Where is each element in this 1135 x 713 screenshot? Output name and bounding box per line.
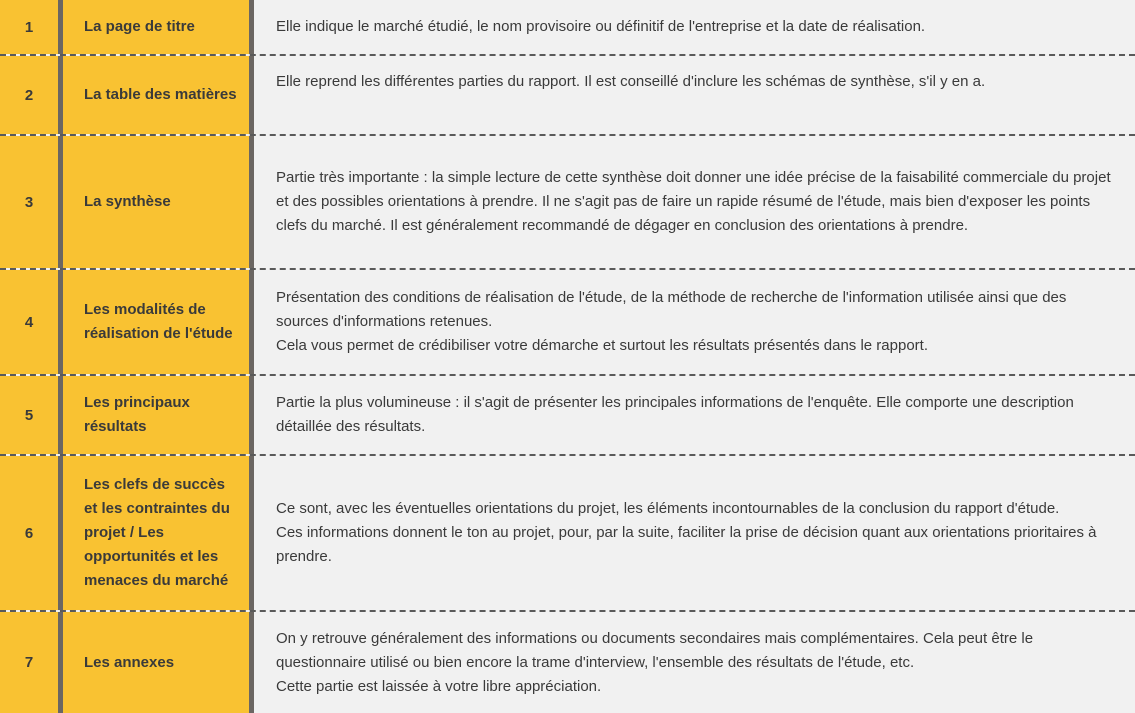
table-row xyxy=(0,456,1135,612)
row-number: 2 xyxy=(0,56,58,134)
row-description xyxy=(254,56,1135,134)
description-paragraph: Cela vous permet de crédibiliser votre démarche et surtout les résultats présentés dans le rapport. xyxy=(276,337,928,354)
table-row xyxy=(0,56,1135,136)
description-paragraph: On y retrouve généralement des informations ou documents secondaires mais complémentaires. Cela peut être le questionnaire utilisé ou bien encore la trame d'interview, l'ensemble des résultats de l'étude, etc. xyxy=(276,629,1034,671)
description-paragraph: Partie la plus volumineuse : il s'agit de présenter les principales informations de l'enquête. Elle comporte une description détaillée des résultats. xyxy=(276,394,1074,435)
row-title: Les clefs de succès et les contraintes du projet / Les opportunités et les menaces du marché xyxy=(63,456,249,610)
row-number: 3 xyxy=(0,136,58,268)
table-row xyxy=(0,0,1135,56)
row-description xyxy=(254,456,1135,610)
row-number: 6 xyxy=(0,456,58,610)
description-paragraph: Elle reprend les différentes parties du rapport. Il est conseillé d'inclure les schémas de synthèse, s'il y en a. xyxy=(276,73,986,90)
row-title: La synthèse xyxy=(63,136,249,268)
row-description xyxy=(254,612,1135,713)
row-title: Les modalités de réalisation de l'étude xyxy=(63,270,249,374)
description-paragraph: Présentation des conditions de réalisation de l'étude, de la méthode de recherche de l'information utilisée ainsi que des sources d'informations retenues. xyxy=(276,289,1067,330)
row-number: 1 xyxy=(0,0,58,54)
row-title: Les principaux résultats xyxy=(63,376,249,454)
row-number: 4 xyxy=(0,270,58,374)
description-paragraph: Partie très importante : la simple lecture de cette synthèse doit donner une idée précise de la faisabilité commerciale du projet et des possibles orientations à prendre. Il ne s'agit pas de faire un rapide résumé de l'étude, mais bien d'exposer les points clefs du marché. Il est généralement recommandé de dégager en conclusion des orientations à prendre. xyxy=(276,169,1111,234)
row-number: 7 xyxy=(0,612,58,713)
description-paragraph: Ce sont, avec les éventuelles orientations du projet, les éléments incontournables de la conclusion du rapport d'étude. xyxy=(276,500,1060,517)
description-paragraph: Cette partie est laissée à votre libre appréciation. xyxy=(276,677,602,695)
table-row xyxy=(0,376,1135,456)
row-description xyxy=(254,270,1135,374)
row-title: Les annexes xyxy=(63,612,249,713)
row-description xyxy=(254,376,1135,454)
table-row xyxy=(0,270,1135,376)
description-paragraph: Ces informations donnent le ton au projet, pour, par la suite, faciliter la prise de décision quant aux orientations prioritaires à prendre. xyxy=(276,524,1097,565)
row-number: 5 xyxy=(0,376,58,454)
row-description xyxy=(254,136,1135,268)
description-paragraph: Elle indique le marché étudié, le nom provisoire ou définitif de l'entreprise et la date de réalisation. xyxy=(276,18,926,35)
row-title: La page de titre xyxy=(63,0,249,54)
row-title: La table des matières xyxy=(63,56,249,134)
row-description xyxy=(254,0,1135,54)
table-row xyxy=(0,612,1135,713)
table-row xyxy=(0,136,1135,270)
